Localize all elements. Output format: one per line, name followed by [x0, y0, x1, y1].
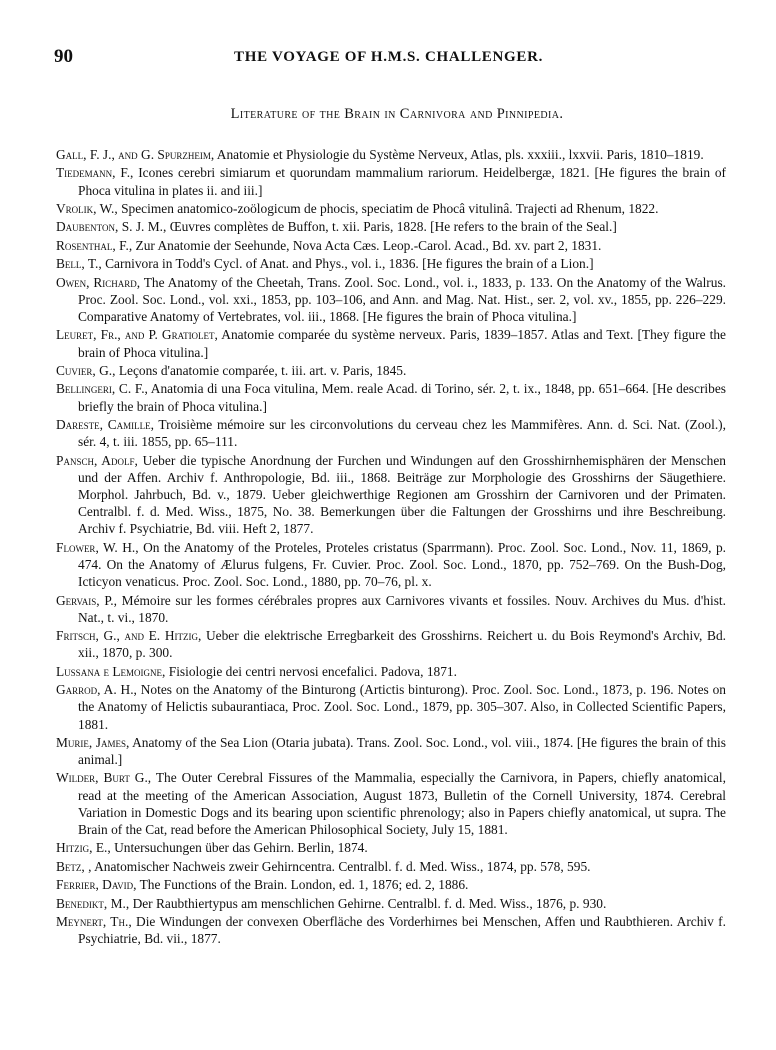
reference-text: Mémoire sur les formes cérébrales propres aux Carnivores vivants et fossiles. Nouv. Archives du Mus. d'hist. Nat., t. vi., 1870.	[78, 592, 726, 625]
reference-text: Die Windungen der convexen Oberfläche des Vorderhirnes bei Menschen, Affen und Raubthieren. Archiv f. Psychiatrie, Bd. vii., 1877.	[78, 914, 726, 947]
reference-entry	[56, 539, 726, 591]
reference-text: Fisiologie dei centri nervosi encefalici. Padova, 1871.	[165, 663, 457, 679]
reference-entry	[56, 769, 726, 838]
reference-author: Dareste, Camille,	[56, 416, 154, 432]
reference-entry	[56, 839, 726, 856]
reference-author: Pansch, Adolf,	[56, 452, 138, 468]
reference-author: Murie, James,	[56, 734, 130, 750]
reference-author: Meynert, Th.,	[56, 914, 132, 930]
reference-text: The Outer Cerebral Fissures of the Mammalia, especially the Carnivora, in Papers, chiefly anatomical, read at the meeting of the American Association, August 1873, Bulletin of the Cornell University, 1874. Cerebral Variation in Domestic Dogs and its bearing upon scientific phrenology; also in Papers chiefly anatomical, ut supra. The Brain of the Cat, read before the American Philosophical Society, July 15, 1881.	[78, 770, 726, 838]
reference-author: Wilder, Burt G.,	[56, 770, 152, 786]
reference-entry	[56, 876, 726, 893]
reference-text: Leçons d'anatomie comparée, t. iii. art. v. Paris, 1845.	[115, 362, 407, 378]
reference-author: Vrolik, W.,	[56, 200, 118, 216]
reference-author: Benedikt, M.,	[56, 895, 130, 911]
reference-entry	[56, 362, 726, 379]
reference-entry	[56, 681, 726, 733]
reference-text: Ueber die elektrische Erregbarkeit des Grosshirns. Reichert u. du Bois Reymond's Archiv, Bd. xii., 1870, p. 300.	[78, 628, 726, 661]
reference-entry	[56, 416, 726, 450]
reference-entry	[56, 200, 726, 217]
reference-author: Flower, W. H.,	[56, 539, 139, 555]
reference-entry	[56, 255, 726, 272]
reference-author: Hitzig, E.,	[56, 840, 111, 856]
reference-text: Der Raubthiertypus am menschlichen Gehirne. Centralbl. f. d. Med. Wiss., 1876, p. 930.	[129, 895, 607, 911]
reference-author: Garrod, A. H.,	[56, 682, 137, 698]
section-title	[0, 106, 776, 123]
reference-author: Tiedemann, F.,	[56, 165, 134, 181]
reference-entry	[56, 274, 726, 326]
reference-entry	[56, 734, 726, 768]
reference-author: Daubenton, S. J. M.,	[56, 219, 167, 235]
reference-author: Betz,	[56, 858, 85, 874]
reference-entry	[56, 146, 726, 163]
reference-text: Œuvres complètes de Buffon, t. xii. Paris, 1828. [He refers to the brain of the Seal.]	[166, 219, 617, 235]
reference-entry	[56, 452, 726, 538]
reference-entry	[56, 164, 726, 198]
reference-author: Gervais, P.,	[56, 592, 117, 608]
reference-entry	[56, 663, 726, 680]
reference-entry	[56, 592, 726, 626]
reference-author: Bell, T.,	[56, 256, 102, 272]
reference-entry	[56, 913, 726, 947]
reference-text: , Anatomischer Nachweis zweir Gehirncentra. Centralbl. f. d. Med. Wiss., 1874, pp. 578, 595.	[84, 858, 591, 874]
reference-text: Carnivora in Todd's Cycl. of Anat. and Phys., vol. i., 1836. [He figures the brain of a Lion.]	[101, 256, 594, 272]
section-title-text: Literature of the Brain in Carnivora and Pinnipedia.	[230, 106, 564, 122]
reference-author: Leuret, Fr., and P. Gratiolet,	[56, 327, 218, 343]
reference-text: The Functions of the Brain. London, ed. 1, 1876; ed. 2, 1886.	[136, 877, 469, 893]
reference-text: Specimen anatomico-zoölogicum de phocis, speciatim de Phocâ vitulinâ. Trajecti ad Rhenum, 1822.	[117, 200, 659, 216]
reference-entry	[56, 218, 726, 235]
reference-author: Bellingeri, C. F.,	[56, 381, 148, 397]
reference-entry	[56, 895, 726, 912]
reference-entry	[56, 380, 726, 414]
reference-text: Zur Anatomie der Seehunde, Nova Acta Cæs. Leop.-Carol. Acad., Bd. xv. part 2, 1831.	[132, 237, 602, 253]
reference-author: Gall, F. J., and G. Spurzheim,	[56, 147, 215, 162]
reference-text: On the Anatomy of the Proteles, Proteles cristatus (Sparrmann). Proc. Zool. Soc. Lond., Nov. 11, 1869, p. 474. On the Anatomy of Ælurus fulgens, Fr. Cuvier. Proc. Zool. Soc. Lond., 1870, pp. 752–769. On the Bush-Dog, Icticyon venaticus. Proc. Zool. Soc. Lond., 1880, pp. 70–76, pl. x.	[78, 539, 726, 590]
reference-text: Anatomia di una Foca vitulina, Mem. reale Acad. di Torino, sér. 2, t. ix., 1848, pp. 651–664. [He describes briefly the brain of Phoca vitulina.]	[78, 381, 726, 414]
reference-text: Icones cerebri simiarum et quorundam mammalium rariorum. Heidelbergæ, 1821. [He figures the brain of Phoca vitulina in plates ii. and iii.]	[78, 165, 726, 198]
reference-text: Anatomie comparée du système nerveux. Paris, 1839–1857. Atlas and Text. [They figure the brain of Phoca vitulina.]	[78, 327, 726, 360]
reference-list	[56, 146, 726, 949]
reference-text: The Anatomy of the Cheetah, Trans. Zool. Soc. Lond., vol. i., 1833, p. 133. On the Anatomy of the Walrus. Proc. Zool. Soc. Lond., vol. xxi., 1853, pp. 103–106, and Ann. and Mag. Nat. Hist., ser. 2, vol. xv., 1855, pp. 226–229. Comparative Anatomy of Vertebrates, vol. iii., 1868. [He figures the brain of Phoca vitulina.]	[78, 274, 727, 324]
reference-text: Notes on the Anatomy of the Binturong (Artictis binturong). Proc. Zool. Soc. Lond., 1873, p. 196. Notes on the Anatomy of Helictis subaurantiaca, Proc. Zool. Soc. Lond., 1879, pp. 305–307. Also, in Collected Scientific Papers, 1881.	[78, 682, 726, 732]
reference-entry	[56, 326, 726, 360]
reference-author: Ferrier, David,	[56, 877, 137, 893]
reference-entry	[56, 858, 726, 875]
reference-entry	[56, 237, 726, 254]
reference-author: Fritsch, G., and E. Hitzig,	[56, 628, 202, 644]
reference-author: Lussana e Lemoigne,	[56, 663, 166, 679]
reference-text: Anatomy of the Sea Lion (Otaria jubata). Trans. Zool. Soc. Lond., vol. viii., 1874. [He figures the brain of this animal.]	[78, 734, 726, 768]
running-title: THE VOYAGE OF H.M.S. CHALLENGER.	[234, 49, 544, 65]
reference-entry	[56, 627, 726, 661]
reference-text: Anatomie et Physiologie du Système Nerveux, Atlas, pls. xxxiii., lxxvii. Paris, 1810–1819.	[214, 147, 704, 162]
reference-text: Ueber die typische Anordnung der Furchen und Windungen auf den Grosshirnhemisphären der Menschen und der Affen. Archiv f. Anthropologie, Bd. iii., 1868. Beiträge zur Morphologie des Grosshirns der Säugethiere. Morphol. Jahrbuch, Bd. v., 1879. Ueber gleichwerthige Regionen am Grosshirn der Carnivoren und der Primaten. Centralbl. f. d. Med. Wiss., 1875, No. 38. Bemerkungen über die Faltungen der Grosshirns und ihre Beschreibung. Archiv f. Psychiatrie, Bd. viii. Heft 2, 1877.	[78, 452, 726, 537]
reference-text: Troisième mémoire sur les circonvolutions du cerveau chez les Mammifères. Ann. d. Sci. Nat. (Zool.), sér. 4, t. iii. 1855, pp. 65–111.	[78, 416, 726, 450]
reference-text: Untersuchungen über das Gehirn. Berlin, 1874.	[110, 840, 368, 856]
reference-author: Rosenthal, F.,	[56, 237, 133, 253]
page-header	[0, 46, 776, 70]
page-number: 90	[54, 46, 73, 67]
reference-author: Owen, Richard,	[56, 274, 141, 290]
reference-author: Cuvier, G.,	[56, 362, 116, 378]
